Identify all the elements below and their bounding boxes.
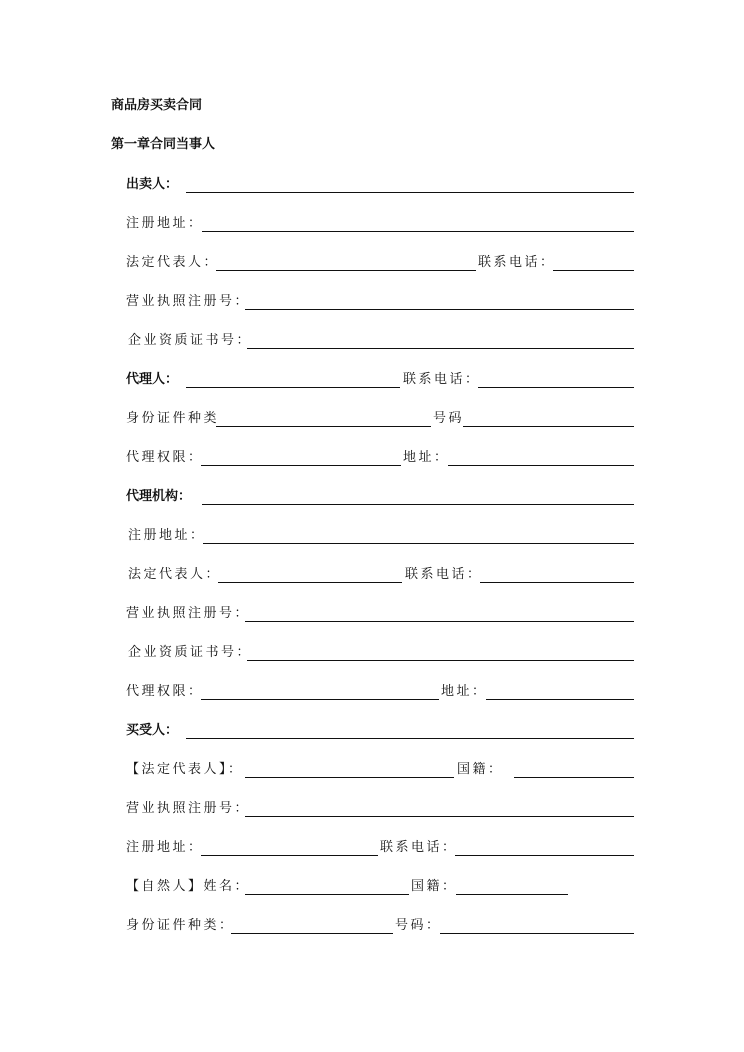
agency-authority-field[interactable] xyxy=(201,699,439,700)
agent-label: 代理人： xyxy=(126,372,179,387)
seller-qualification-label: 企业资质证书号： xyxy=(128,333,253,348)
buyer-label: 买受人： xyxy=(126,723,179,738)
buyer-phone-label: 联系电话： xyxy=(380,840,458,855)
agency-license-field[interactable] xyxy=(245,621,634,622)
buyer-nationality-label: 国籍： xyxy=(457,762,504,777)
agency-legal-rep-field[interactable] xyxy=(218,582,402,583)
agency-address-field[interactable] xyxy=(203,543,634,544)
buyer-license-label: 营业执照注册号： xyxy=(126,801,251,816)
agent-address-label: 地址： xyxy=(403,450,450,465)
seller-label: 出卖人： xyxy=(126,177,179,192)
agency-name-field[interactable] xyxy=(202,504,634,505)
seller-legal-rep-field[interactable] xyxy=(216,270,476,271)
seller-license-field[interactable] xyxy=(245,309,634,310)
buyer-natural-person-label: 【自然人】姓名： xyxy=(126,879,251,894)
agency-label: 代理机构： xyxy=(126,489,192,504)
agency-addr-label: 地址： xyxy=(441,684,488,699)
agent-id-number-label: 号码 xyxy=(433,411,465,426)
agency-address-label: 注册地址： xyxy=(128,528,206,543)
buyer-address-field[interactable] xyxy=(201,855,378,856)
buyer-legal-rep-field[interactable] xyxy=(245,777,454,778)
agency-phone-field[interactable] xyxy=(480,582,634,583)
seller-address-label: 注册地址： xyxy=(126,216,204,231)
buyer-nationality2-label: 国籍： xyxy=(411,879,458,894)
agency-license-label: 营业执照注册号： xyxy=(126,606,251,621)
agency-legal-rep-label: 法定代表人： xyxy=(128,567,222,582)
agent-id-number-field[interactable] xyxy=(463,426,634,427)
agent-id-type-field[interactable] xyxy=(216,426,431,427)
agent-authority-label: 代理权限： xyxy=(126,450,204,465)
buyer-id-number-field[interactable] xyxy=(440,933,634,934)
agent-address-field[interactable] xyxy=(448,465,634,466)
seller-legal-rep-label: 法定代表人： xyxy=(126,255,220,270)
agent-authority-field[interactable] xyxy=(201,465,401,466)
agency-authority-label: 代理权限： xyxy=(126,684,204,699)
buyer-address-label: 注册地址： xyxy=(126,840,204,855)
agent-id-type-label: 身份证件种类 xyxy=(126,411,220,426)
agency-qualification-label: 企业资质证书号： xyxy=(128,645,253,660)
buyer-id-type-field[interactable] xyxy=(231,933,393,934)
buyer-phone-field[interactable] xyxy=(455,855,634,856)
buyer-nationality-field[interactable] xyxy=(514,777,634,778)
buyer-id-number-label: 号码： xyxy=(395,918,442,933)
agency-addr-field[interactable] xyxy=(486,699,634,700)
doc-title: 商品房买卖合同 xyxy=(111,98,203,113)
buyer-id-type-label: 身份证件种类： xyxy=(126,918,235,933)
seller-phone-field[interactable] xyxy=(553,270,634,271)
buyer-name-field[interactable] xyxy=(186,738,634,739)
buyer-nationality2-field[interactable] xyxy=(456,894,568,895)
buyer-license-field[interactable] xyxy=(245,816,634,817)
seller-license-label: 营业执照注册号： xyxy=(126,294,251,309)
agent-phone-label: 联系电话： xyxy=(403,372,481,387)
seller-name-field[interactable] xyxy=(186,192,634,193)
buyer-person-name-field[interactable] xyxy=(245,894,409,895)
seller-qualification-field[interactable] xyxy=(247,348,634,349)
agency-phone-label: 联系电话： xyxy=(405,567,483,582)
agent-phone-field[interactable] xyxy=(478,387,634,388)
chapter-title: 第一章合同当事人 xyxy=(111,137,216,152)
buyer-legal-rep-label: 【法定代表人】： xyxy=(126,762,244,777)
agency-qualification-field[interactable] xyxy=(247,660,634,661)
seller-address-field[interactable] xyxy=(202,231,634,232)
seller-phone-label: 联系电话： xyxy=(478,255,556,270)
agent-name-field[interactable] xyxy=(186,387,400,388)
